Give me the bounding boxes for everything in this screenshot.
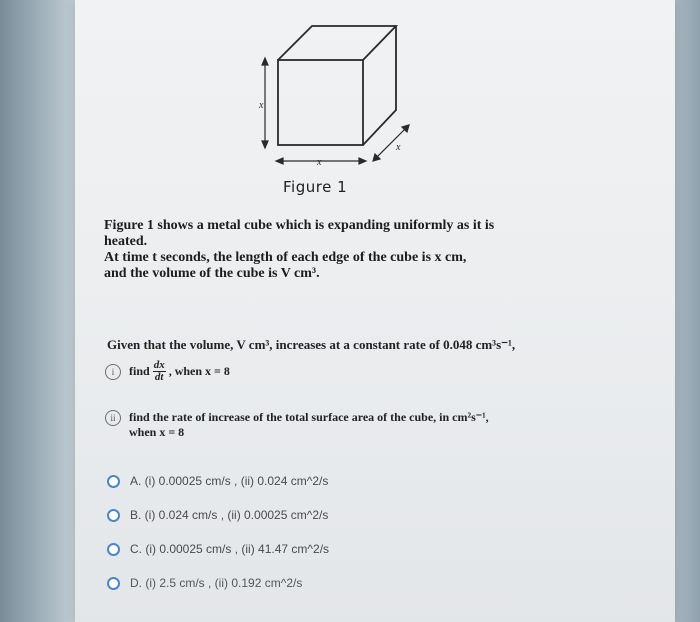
derivative-fraction [153, 360, 166, 383]
part-ii-marker: ii [105, 410, 121, 426]
radio-button-c[interactable] [107, 543, 120, 556]
label-horizontal: x [317, 157, 322, 168]
answer-option-d[interactable] [107, 576, 302, 590]
answer-option-a[interactable] [107, 474, 328, 488]
answer-option-b[interactable] [107, 508, 328, 522]
intro-text [104, 218, 534, 282]
question-sheet [75, 0, 675, 622]
intro-line-2: At time t seconds, the length of each edge of the cube is x cm, [104, 250, 467, 265]
part-i-when: , when x = 8 [168, 364, 230, 378]
option-b-label[interactable]: B. (i) 0.024 cm/s , (ii) 0.00025 cm^2/s [130, 508, 329, 522]
fraction-denominator: dt [154, 371, 164, 383]
part-ii [105, 410, 565, 440]
intro-line-3: and the volume of the cube is V cm³. [104, 266, 320, 281]
label-depth: x [396, 142, 401, 153]
part-ii-line-1: find the rate of increase of the total surface area of the cube, in cm²s⁻¹, [129, 410, 489, 424]
option-d-label[interactable]: D. (i) 2.5 cm/s , (ii) 0.192 cm^2/s [130, 576, 303, 590]
radio-button-d[interactable] [107, 577, 120, 590]
part-i-marker: i [105, 364, 121, 380]
given-statement: Given that the volume, V cm³, increases at a constant rate of 0.048 cm³s⁻¹, [107, 337, 516, 352]
part-i-find: find [129, 364, 150, 378]
radio-button-a[interactable] [107, 475, 120, 488]
cube-front-face [278, 60, 363, 145]
cube-top-face [278, 26, 396, 60]
option-c-label[interactable]: C. (i) 0.00025 cm/s , (ii) 41.47 cm^2/s [130, 542, 330, 556]
part-i [105, 360, 230, 383]
radio-button-b[interactable] [107, 509, 120, 522]
cube-figure [250, 18, 430, 178]
label-vertical: x [259, 100, 264, 111]
answer-option-c[interactable] [107, 542, 329, 556]
part-ii-line-2: when x = 8 [129, 425, 185, 439]
fraction-numerator: dx [153, 359, 165, 371]
intro-line-1: Figure 1 shows a metal cube which is expanding uniformly as it is heated. [104, 218, 495, 249]
figure-caption: Figure 1 [283, 178, 348, 196]
option-a-label[interactable]: A. (i) 0.00025 cm/s , (ii) 0.024 cm^2/s [130, 474, 329, 488]
